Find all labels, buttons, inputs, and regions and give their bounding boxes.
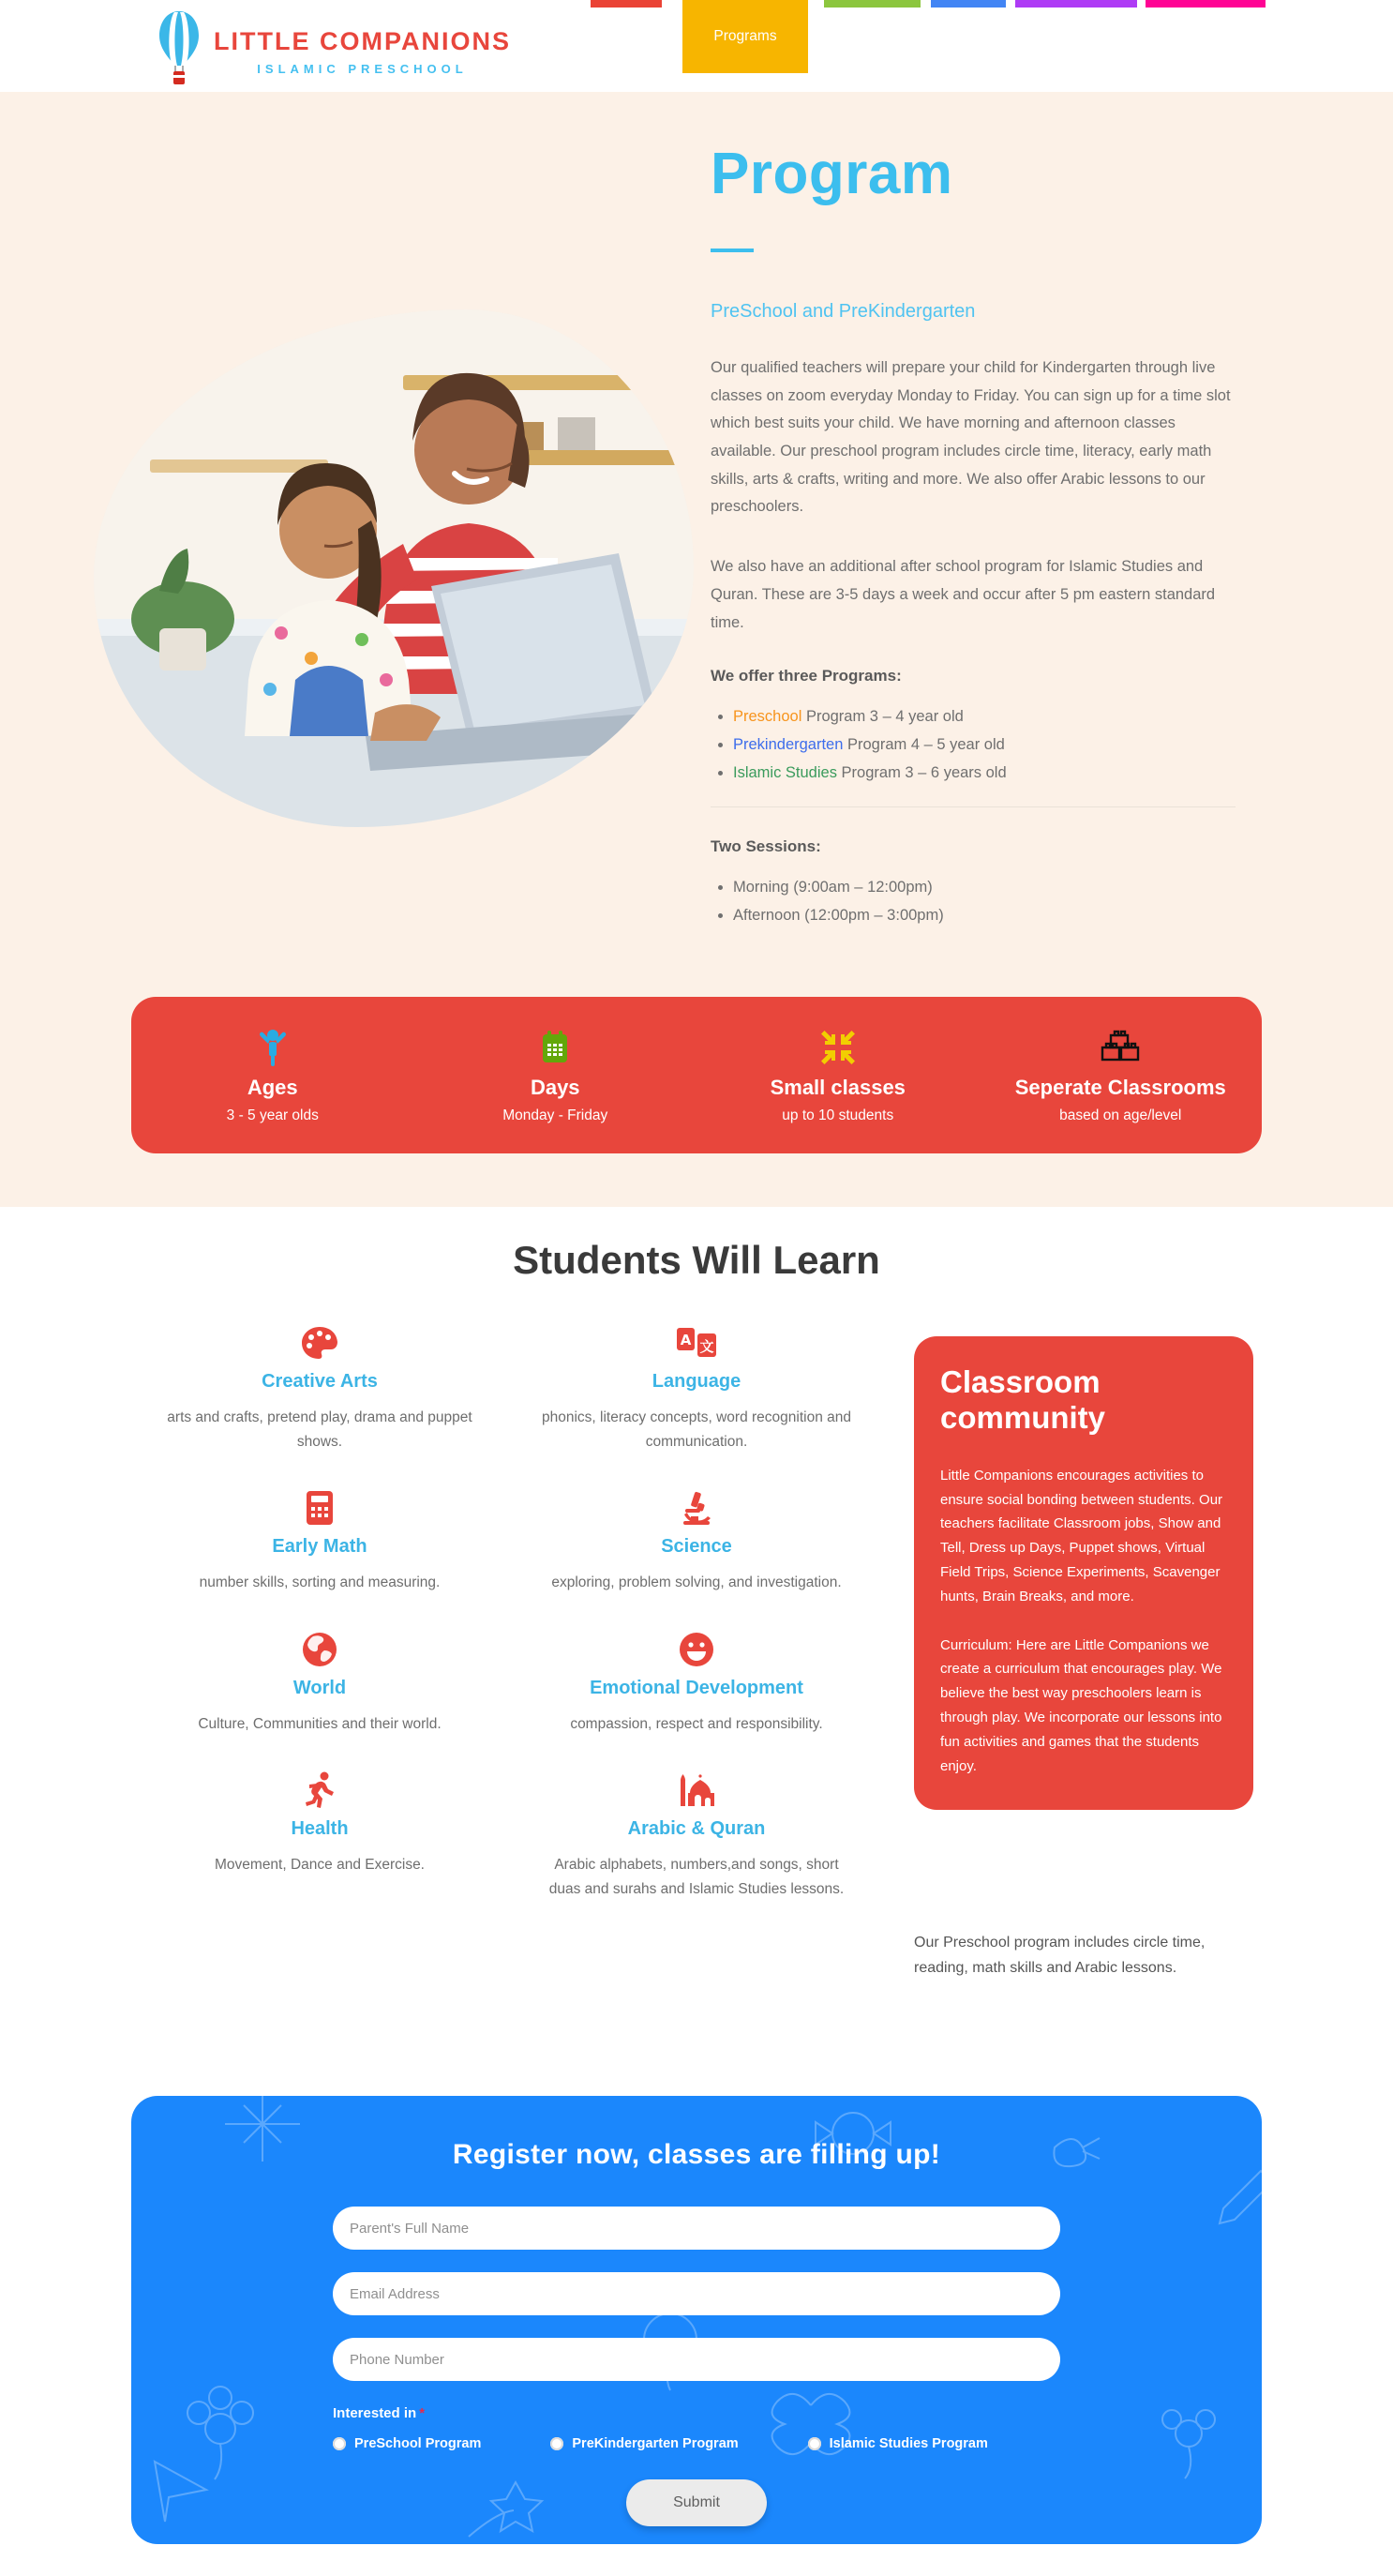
- blocks-icon: [980, 1027, 1263, 1068]
- community-card-title: Classroom community: [940, 1364, 1106, 1435]
- compress-arrows-icon: [696, 1027, 980, 1068]
- hero-subtitle: PreSchool and PreKindergarten: [711, 301, 976, 322]
- register-card: [131, 2096, 1262, 2544]
- programs-heading: We offer three Programs:: [711, 667, 902, 685]
- submit-button[interactable]: Submit: [626, 2479, 767, 2526]
- sessions-list: [711, 879, 1236, 925]
- header: [0, 0, 1393, 92]
- program-name: Preschool: [733, 708, 802, 726]
- title-underline: [711, 249, 754, 252]
- banner-item-ages: Ages 3 - 5 year olds: [131, 1027, 414, 1124]
- learn-section-heading: Students Will Learn: [513, 1238, 880, 1282]
- interested-in-label: Interested in *: [333, 2405, 426, 2421]
- svg-text:文: 文: [699, 1338, 714, 1355]
- register-heading: Register now, classes are filling up!: [452, 2139, 941, 2170]
- hero-content: [711, 141, 1236, 935]
- learn-item-health: Health Movement, Dance and Exercise.: [131, 1771, 508, 1901]
- radio-islamic-studies-program[interactable]: Islamic Studies Program: [808, 2436, 988, 2451]
- nav-strip-2[interactable]: [824, 0, 921, 8]
- list-item: • Preschool Program 3 – 4 year old: [733, 708, 1236, 726]
- banner-item-days: Days Monday - Friday: [414, 1027, 697, 1124]
- programs-list: [711, 708, 1236, 782]
- nav-tab-programs[interactable]: [682, 0, 808, 73]
- learn-item-science: Science exploring, problem solving, and investigation.: [508, 1489, 885, 1595]
- learn-item-creative-arts: Creative Arts arts and crafts, pretend play, drama and puppet shows.: [131, 1324, 508, 1454]
- learn-item-emotional-development: Emotional Development compassion, respect and responsibility.: [508, 1631, 885, 1737]
- nav-strip-5[interactable]: [1146, 0, 1266, 8]
- required-asterisk: *: [419, 2405, 426, 2421]
- calculator-icon: [131, 1489, 508, 1527]
- list-item: • Islamic Studies Program 3 – 6 years old: [733, 764, 1236, 782]
- program-name: Islamic Studies: [733, 764, 837, 782]
- smiley-icon: [508, 1631, 885, 1668]
- learn-item-language: A 文 Language phonics, literacy concepts, word recognition and communication.: [508, 1324, 885, 1454]
- balloon-logo-icon: [157, 9, 201, 93]
- list-item: • Prekindergarten Program 4 – 5 year old: [733, 736, 1236, 754]
- nav-strip-1[interactable]: [591, 0, 662, 8]
- parent-name-input[interactable]: [333, 2207, 1060, 2250]
- learn-item-early-math: Early Math number skills, sorting and measuring.: [131, 1489, 508, 1595]
- info-banner: [131, 997, 1262, 1153]
- child-icon: [131, 1027, 414, 1068]
- sessions-heading: Two Sessions:: [711, 837, 821, 856]
- banner-item-small-classes: Small classes up to 10 students: [696, 1027, 980, 1124]
- radio-prekindergarten-program[interactable]: PreKindergarten Program: [550, 2436, 738, 2451]
- list-item: • Morning (9:00am – 12:00pm): [733, 879, 1236, 896]
- translate-icon: [508, 1324, 885, 1362]
- microscope-icon: [508, 1489, 885, 1527]
- radio-icon[interactable]: [333, 2437, 346, 2450]
- email-input[interactable]: [333, 2272, 1060, 2315]
- classroom-community-card: [914, 1336, 1253, 1810]
- palette-icon: [131, 1324, 508, 1362]
- program-options: [333, 2436, 1060, 2451]
- svg-text:A: A: [680, 1332, 692, 1348]
- community-card-paragraph-1: Little Companions encourages activities to ensure social bonding between students. Our teachers facilitate Classroom jobs, Show and Tell, Dress up Days, Puppet shows, Virtual Field Trips, Science Experiments, Scavenger hunts, Brain Breaks, and more.: [940, 1467, 1223, 1604]
- list-item: • Afternoon (12:00pm – 3:00pm): [733, 907, 1236, 925]
- radio-preschool-program[interactable]: PreSchool Program: [333, 2436, 481, 2451]
- program-name: Prekindergarten: [733, 736, 844, 754]
- learn-grid: [131, 1324, 885, 1901]
- hero-paragraph-2: We also have an additional after school program for Islamic Studies and Quran. These are 3-5 days a week and occur after 5 pm eastern standard time.: [711, 558, 1216, 631]
- community-card-paragraph-2: Curriculum: Here are Little Companions we create a curriculum that encourages play. We believe the best way preschoolers learn is through play. We incorporate our lessons into fun activities and games that the students enjoy.: [940, 1636, 1222, 1774]
- page-title: Program: [711, 142, 953, 206]
- runner-icon: [131, 1771, 508, 1809]
- learn-item-arabic-quran: Arabic & Quran Arabic alphabets, numbers,and songs, short duas and surahs and Islamic Studies lessons.: [508, 1771, 885, 1901]
- nav-strip-4[interactable]: [1015, 0, 1137, 8]
- calendar-icon: [414, 1027, 697, 1068]
- logo-title: LITTLE COMPANIONS: [214, 26, 511, 55]
- phone-input[interactable]: [333, 2338, 1060, 2381]
- nav-strip-3[interactable]: [931, 0, 1006, 8]
- banner-item-classrooms: Seperate Classrooms based on age/level: [980, 1027, 1263, 1124]
- logo[interactable]: [157, 9, 511, 93]
- learn-item-world: World Culture, Communities and their world.: [131, 1631, 508, 1737]
- radio-icon[interactable]: [808, 2437, 821, 2450]
- preschool-note: Our Preschool program includes circle time, reading, math skills and Arabic lessons.: [914, 1935, 1206, 1977]
- logo-subtitle: ISLAMIC PRESCHOOL: [257, 61, 468, 76]
- nav-tab-programs-label: Programs: [713, 28, 777, 44]
- hero-paragraph-1: Our qualified teachers will prepare your child for Kindergarten through live classes on zoom everyday Monday to Friday. You can sign up for a time slot which best suits your child. We have morning and afternoon classes available. Our preschool program includes circle time, literacy, early math skills, arts & crafts, writing and more. We also offer Arabic lessons to our preschoolers.: [711, 359, 1231, 516]
- globe-icon: [131, 1631, 508, 1668]
- mosque-icon: [508, 1771, 885, 1809]
- divider: [711, 806, 1236, 807]
- radio-icon[interactable]: [550, 2437, 563, 2450]
